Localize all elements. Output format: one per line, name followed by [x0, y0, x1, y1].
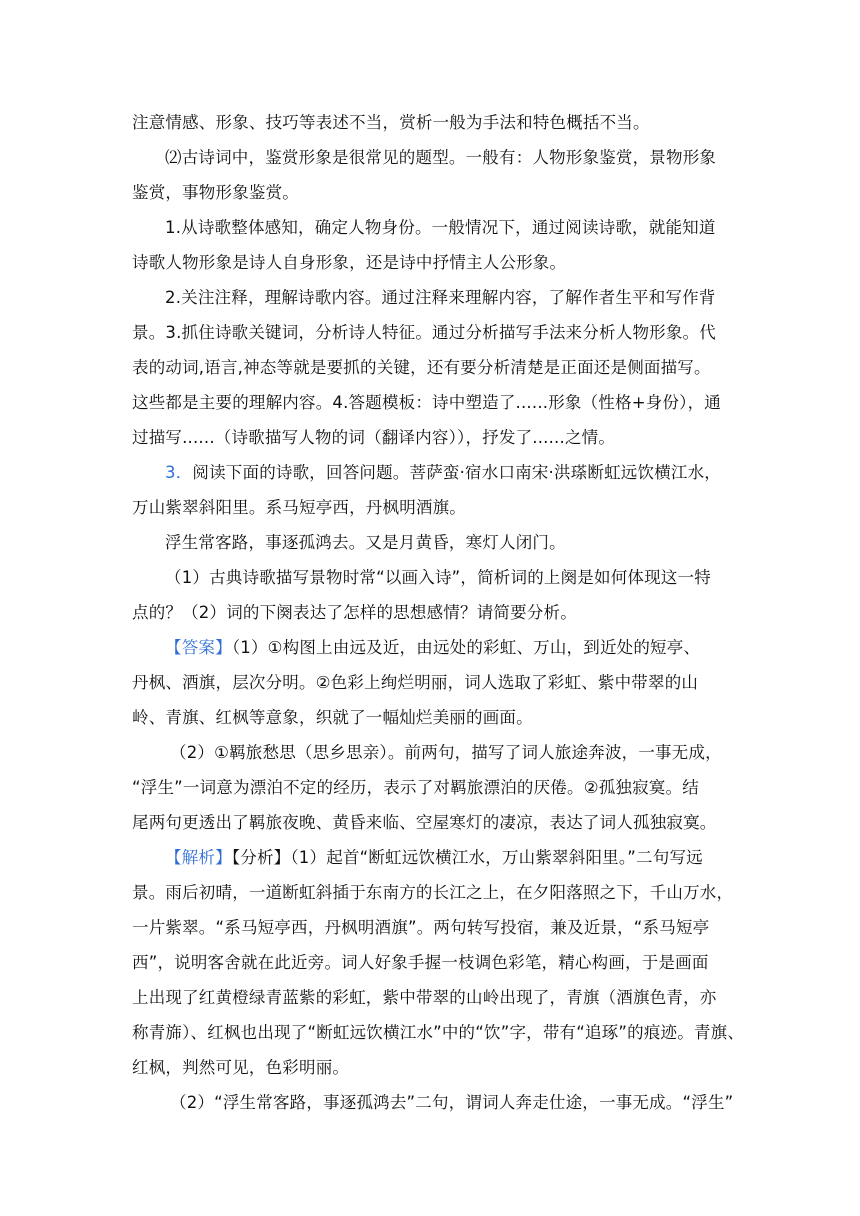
text-line: 表的动词,语言,神态等就是要抓的关键，还有要分析清楚是正面还是侧面描写。	[132, 358, 711, 377]
text-line: 过描写......（诗歌描写人物的词（翻译内容）），抒发了......之情。	[132, 428, 616, 447]
text-line: 诗歌人物形象是诗人自身形象，还是诗中抒情主人公形象。	[132, 253, 567, 272]
text-line: 这些都是主要的理解内容。4.答题模板：诗中塑造了......形象（性格+身份），通	[132, 393, 721, 412]
text-line: ⑵古诗词中，鉴赏形象是很常见的题型。一般有：人物形象鉴赏，景物形象	[165, 148, 717, 167]
poem-line: 万山紫翠斜阳里。系马短亭西，丹枫明酒旗。	[132, 498, 466, 517]
text-line: 鉴赏，事物形象鉴赏。	[132, 183, 299, 202]
question-line: 3．阅读下面的诗歌，回答问题。菩萨蛮·宿水口南宋·洪瑹断虹远饮横江水，	[165, 463, 721, 482]
text-line: 景。3.抓住诗歌关键词，分析诗人特征。通过分析描写手法来分析人物形象。代	[132, 323, 716, 342]
analysis-line: 景。雨后初晴，一道断虹斜插于东南方的长江之上，在夕阳落照之下，千山万水，	[132, 883, 734, 902]
analysis-line: 红枫，判然可见，色彩明丽。	[132, 1058, 350, 1077]
text-line: 2.关注注释，理解诗歌内容。通过注释来理解内容，了解作者生平和写作背	[165, 288, 716, 307]
question-text: （1）古典诗歌描写景物时常“以画入诗”，简析词的上阕是如何体现这一特	[165, 568, 711, 587]
answer-label: 【答案】	[165, 638, 232, 657]
analysis-line: 一片紫翠。“系马短亭西，丹枫明酒旗”。两句转写投宿，兼及近景，“系马短亭	[132, 918, 710, 937]
answer-line: “浮生”一词意为漂泊不定的经历，表示了对羁旅漂泊的厌倦。②孤独寂寞。结	[132, 778, 699, 797]
answer-line: 岭、青旗、红枫等意象，织就了一幅灿烂美丽的画面。	[132, 708, 533, 727]
question-number: 3．	[165, 463, 193, 482]
analysis-line: 称青旆）、红枫也出现了“断虹远饮横江水”中的“饮”字，带有“追琢”的痕迹。青旗、	[132, 1023, 745, 1042]
analysis-line: 上出现了红黄橙绿青蓝紫的彩虹，紫中带翠的山岭出现了，青旗（酒旗色青，亦	[132, 988, 717, 1007]
poem-line: 浮生常客路，事逐孤鸿去。又是月黄昏，寒灯人闭门。	[165, 533, 566, 552]
text-line: 注意情感、形象、技巧等表述不当，赏析一般为手法和特色概括不当。	[132, 113, 650, 132]
text-line: 1.从诗歌整体感知，确定人物身份。一般情况下，通过阅读诗歌，就能知道	[165, 218, 716, 237]
question-text: 点的？（2）词的下阕表达了怎样的思想感情？请简要分析。	[132, 603, 577, 622]
answer-line: 【答案】（1）①构图上由远及近，由远处的彩虹、万山，到近处的短亭、	[165, 638, 701, 657]
answer-line: 丹枫、酒旗，层次分明。②色彩上绚烂明丽，词人选取了彩虹、紫中带翠的山	[132, 673, 699, 692]
analysis-label: 【解析】	[165, 848, 232, 867]
analysis-line: 西”，说明客舍就在此近旁。词人好象手握一枝调色彩笔，精心构画，于是画面	[132, 953, 709, 972]
analysis-line: 【解析】【分析】（1）起首“断虹远饮横江水，万山紫翠斜阳里。”二句写远	[165, 848, 703, 867]
answer-line: （2）①羁旅愁思（思乡思亲）。前两句，描写了词人旅途奔波，一事无成，	[170, 743, 722, 762]
answer-line: 尾两句更透出了羁旅夜晚、黄昏来临、空屋寒灯的凄凉，表达了词人孤独寂寞。	[132, 813, 717, 832]
analysis-line: （2）“浮生常客路，事逐孤鸿去”二句，谓词人奔走仕途，一事无成。“浮生”	[170, 1093, 734, 1112]
